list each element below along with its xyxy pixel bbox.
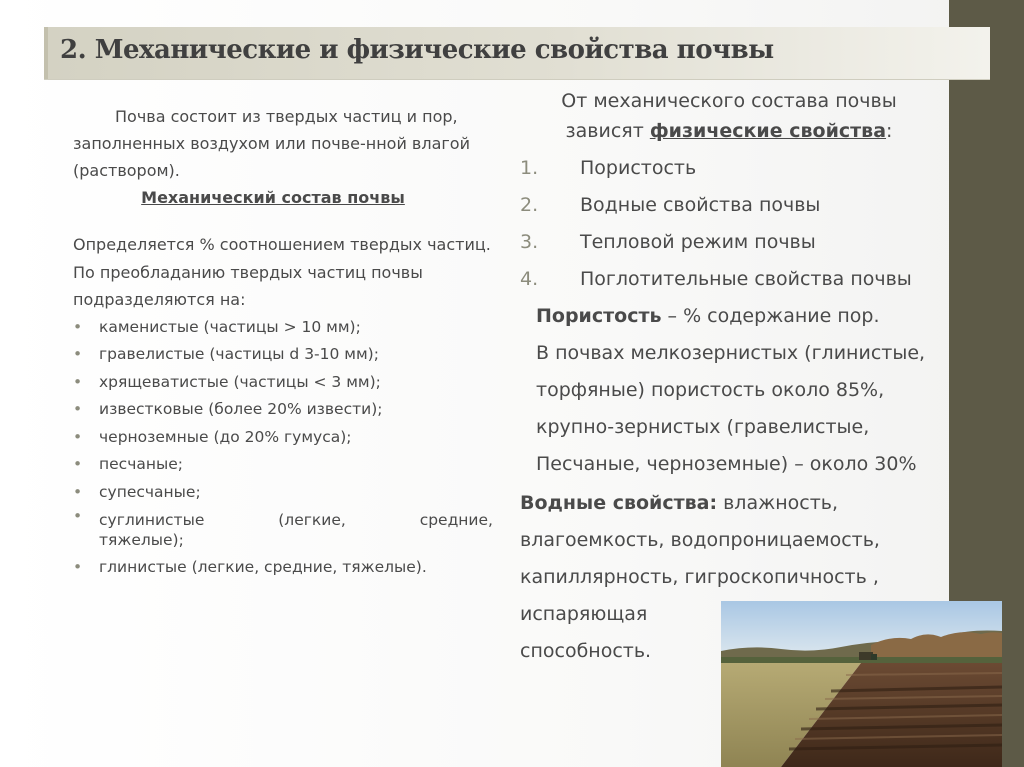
water-line-text: влажность, (717, 492, 839, 514)
item-label: Водные свойства почвы (580, 194, 821, 216)
loam-word-3: средние, (419, 511, 493, 529)
dependence-line-1: От механического состава почвы (561, 90, 897, 112)
title-band (44, 27, 990, 79)
water-line: влагоемкость, водопроницаемость, (520, 529, 880, 551)
loam-word-1: • суглинистые (99, 511, 205, 529)
physical-properties-term: физические свойства (649, 120, 887, 142)
list-item: • песчаные; (73, 451, 493, 479)
list-item: • хрящеватистые (частицы < 3 мм); (73, 369, 493, 397)
list-item: • супесчаные; (73, 479, 493, 507)
list-item (520, 150, 960, 187)
right-column (520, 86, 960, 670)
plowed-field-photo (721, 601, 1002, 767)
list-item: • гравелистые (частицы d 3-10 мм); (73, 341, 493, 369)
dependence-prefix: зависят (565, 120, 650, 142)
intro-paragraph: Почва состоит из твердых частиц и пор, заполненных воздухом или почве-нной влагой (раствором). (73, 107, 470, 180)
dependence-text (520, 86, 960, 146)
porosity-term: Пористость (536, 305, 662, 327)
list-item (520, 224, 960, 261)
water-line (520, 485, 960, 522)
item-label: Тепловой режим почвы (580, 231, 816, 253)
water-line: капиллярность, гигроскопичность , (520, 566, 879, 588)
list-item-loam-continued: тяжелые); (99, 531, 184, 549)
item-number: 4. (520, 268, 539, 290)
list-item (520, 187, 960, 224)
mechanical-composition-heading: Механический состав почвы (141, 188, 405, 207)
porosity-line: крупно-зернистых (гравелистые, (536, 416, 870, 438)
list-item (520, 261, 960, 298)
porosity-definition-text: – % содержание пор. (661, 305, 880, 327)
field-landscape-image (721, 601, 1002, 767)
item-number: 1. (520, 157, 539, 179)
slide-title: 2. Механические и физические свойства почвы (60, 35, 774, 65)
item-label: Поглотительные свойства почвы (580, 268, 912, 290)
list-item: • известковые (более 20% извести); (73, 396, 493, 424)
item-number: 3. (520, 231, 539, 253)
water-line: способность. (520, 640, 652, 662)
list-item: • глинистые (легкие, средние, тяжелые). (73, 554, 493, 582)
water-properties-term: Водные свойства: (520, 492, 718, 514)
item-label: Пористость (580, 157, 697, 179)
properties-list (520, 150, 960, 298)
definition-paragraph: Определяется % соотношением твердых частиц. По преобладанию твердых частиц почвы подразделяются на: (73, 235, 491, 309)
left-column (73, 103, 493, 582)
soil-types-list (73, 314, 493, 582)
dependence-colon: : (886, 120, 893, 142)
list-item-loam (73, 506, 493, 530)
porosity-line: В почвах мелкозернистых (глинистые, (536, 342, 926, 364)
water-line: испаряющая (520, 603, 648, 625)
porosity-block (536, 298, 960, 483)
dependence-line-2 (520, 116, 938, 146)
loam-word-2: (легкие, (278, 511, 346, 529)
item-number: 2. (520, 194, 539, 216)
porosity-definition (536, 298, 960, 335)
list-item: • черноземные (до 20% гумуса); (73, 424, 493, 452)
list-item: • каменистые (частицы > 10 мм); (73, 314, 493, 342)
porosity-line: Песчаные, черноземные) – около 30% (536, 453, 917, 475)
porosity-line: торфяные) пористость около 85%, (536, 379, 885, 401)
